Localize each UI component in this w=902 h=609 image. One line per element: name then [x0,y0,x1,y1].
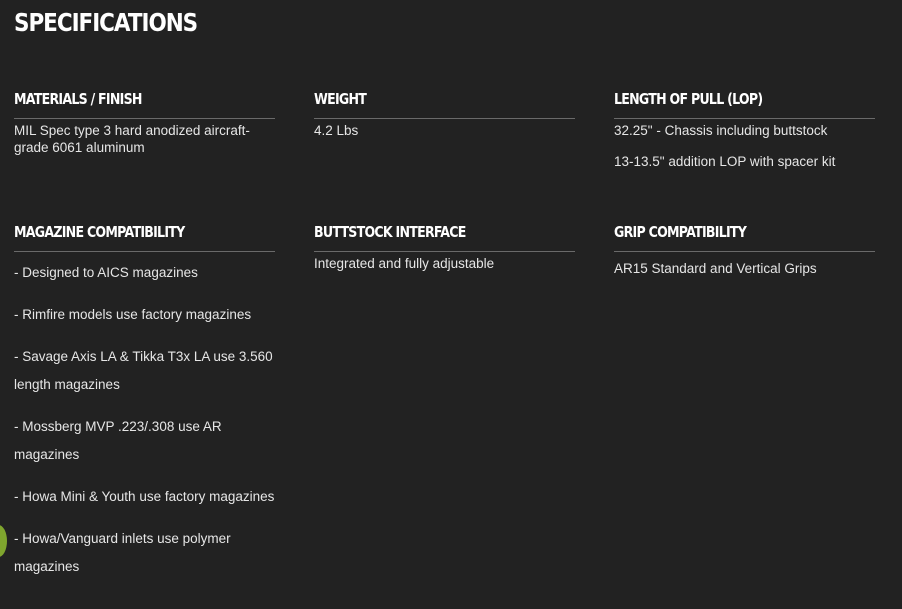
spec-text: 32.25" - Chassis including buttstock [614,123,828,138]
list-item: - Rimfire models use factory magazines [14,307,252,322]
list-item: - Howa Mini & Youth use factory magazines [14,489,275,504]
spec-text: Integrated and fully adjustable [314,256,495,271]
spec-grip-compatibility [614,219,875,277]
spec-content [314,119,575,139]
spec-heading: MATERIALS / FINISH [14,90,142,108]
spec-content [614,252,875,277]
spec-text: MIL Spec type 3 hard anodized aircraft-grade 6061 aluminum [14,123,250,155]
spec-header [614,219,875,252]
spec-text: 13-13.5" addition LOP with spacer kit [614,154,836,169]
spec-buttstock-interface [314,219,575,272]
spec-weight [314,86,575,139]
spec-heading: GRIP COMPATIBILITY [614,223,747,241]
spec-length-of-pull [614,86,875,170]
spec-heading: LENGTH OF PULL (LOP) [614,90,763,108]
spec-header [14,219,275,252]
list-item: - Savage Axis LA & Tikka T3x LA use 3.560 length magazines [14,349,273,392]
page-title: SPECIFICATIONS [14,8,198,37]
spec-magazine-compatibility [14,219,275,581]
list-item: - Howa/Vanguard inlets use polymer magazines [14,531,231,574]
spec-header [14,86,275,119]
list-item: - Designed to AICS magazines [14,265,198,280]
spec-content [614,119,875,170]
spec-text: 4.2 Lbs [314,123,359,138]
list-item: - Mossberg MVP .223/.308 use AR magazines [14,419,222,462]
chat-launcher-button[interactable] [0,525,7,557]
spec-materials-finish [14,86,275,156]
spec-heading: MAGAZINE COMPATIBILITY [14,223,185,241]
spec-header [614,86,875,119]
spec-text: AR15 Standard and Vertical Grips [614,261,817,276]
spec-content [14,252,275,581]
spec-content [314,252,575,272]
spec-header [314,219,575,252]
spec-heading: WEIGHT [314,90,367,108]
spec-header [314,86,575,119]
spec-content [14,119,275,156]
spec-heading: BUTTSTOCK INTERFACE [314,223,466,241]
